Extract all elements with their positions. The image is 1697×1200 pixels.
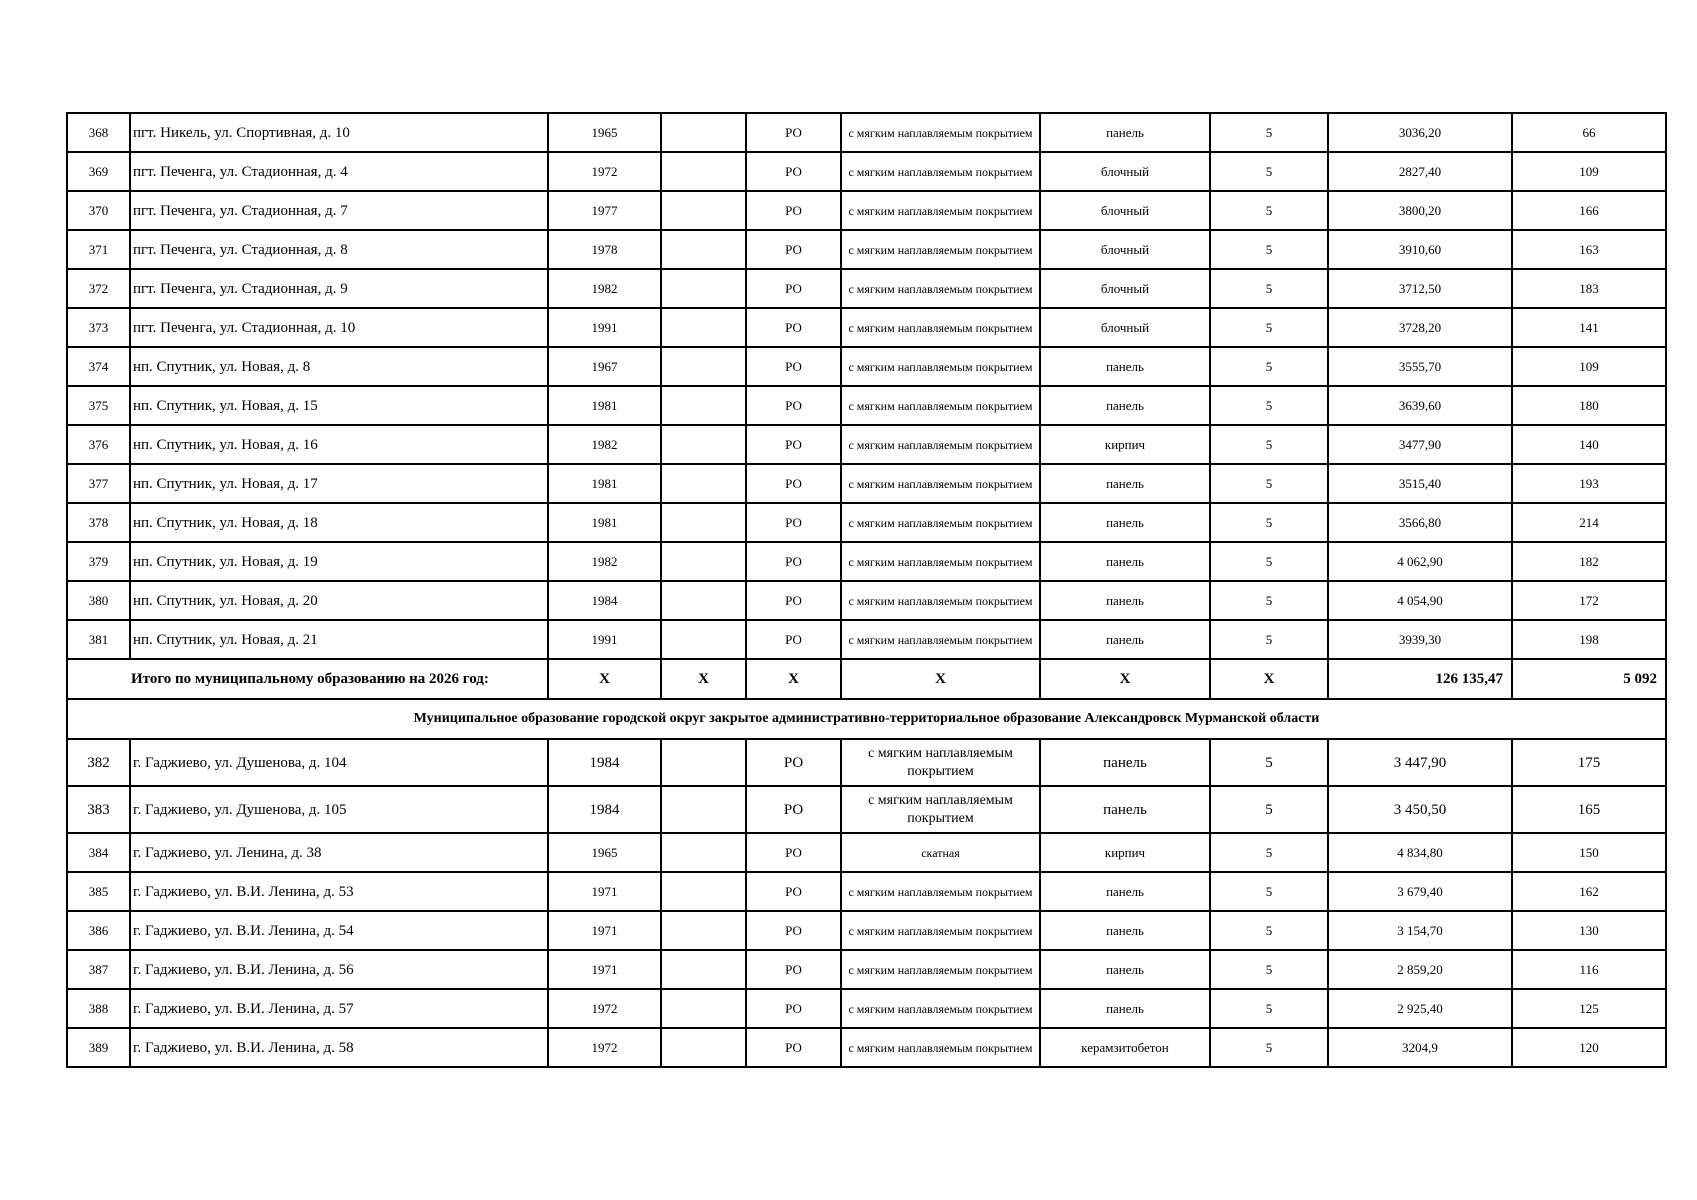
address-cell: г. Гаджиево, ул. В.И. Ленина, д. 58 (130, 1028, 548, 1067)
area-cell: 3712,50 (1328, 269, 1512, 308)
material-cell: панель (1040, 786, 1210, 833)
type-cell: РО (746, 620, 841, 659)
floors-cell: 5 (1210, 911, 1328, 950)
type-cell: РО (746, 152, 841, 191)
total-label: Итого по муниципальному образованию на 2026 год: (67, 659, 548, 699)
empty-cell (661, 739, 746, 786)
floors-cell: 5 (1210, 872, 1328, 911)
total-area: 126 135,47 (1328, 659, 1512, 699)
type-cell: РО (746, 542, 841, 581)
empty-cell (661, 191, 746, 230)
year-cell: 1972 (548, 1028, 661, 1067)
empty-cell (661, 833, 746, 872)
table-row (67, 786, 1666, 833)
address-cell: г. Гаджиево, ул. В.И. Ленина, д. 56 (130, 950, 548, 989)
empty-cell (661, 347, 746, 386)
floors-cell: 5 (1210, 833, 1328, 872)
residents-cell: 198 (1512, 620, 1666, 659)
material-cell: панель (1040, 542, 1210, 581)
material-cell: блочный (1040, 191, 1210, 230)
area-cell: 3477,90 (1328, 425, 1512, 464)
residents-cell: 172 (1512, 581, 1666, 620)
row-number: 383 (67, 786, 130, 833)
table-row (67, 269, 1666, 308)
residents-cell: 180 (1512, 386, 1666, 425)
roof-cell: с мягким наплавляемым покрытием (841, 620, 1040, 659)
empty-cell (661, 1028, 746, 1067)
type-cell: РО (746, 503, 841, 542)
table-row (67, 950, 1666, 989)
roof-cell: скатная (841, 833, 1040, 872)
type-cell: РО (746, 872, 841, 911)
year-cell: 1972 (548, 989, 661, 1028)
year-cell: 1984 (548, 786, 661, 833)
material-cell: панель (1040, 503, 1210, 542)
area-cell: 2 925,40 (1328, 989, 1512, 1028)
type-cell: РО (746, 911, 841, 950)
table-row (67, 1028, 1666, 1067)
roof-cell: с мягким наплавляемым покрытием (841, 113, 1040, 152)
area-cell: 3566,80 (1328, 503, 1512, 542)
table-row (67, 542, 1666, 581)
roof-cell: с мягким наплавляемым покрытием (841, 989, 1040, 1028)
area-cell: 3204,9 (1328, 1028, 1512, 1067)
material-cell: кирпич (1040, 425, 1210, 464)
table-body-after (67, 739, 1666, 1067)
table-row (67, 872, 1666, 911)
year-cell: 1978 (548, 230, 661, 269)
total-x-blank: X (661, 659, 746, 699)
type-cell: РО (746, 191, 841, 230)
address-cell: г. Гаджиево, ул. Ленина, д. 38 (130, 833, 548, 872)
floors-cell: 5 (1210, 786, 1328, 833)
residents-cell: 193 (1512, 464, 1666, 503)
total-x-material: X (1040, 659, 1210, 699)
empty-cell (661, 950, 746, 989)
material-cell: блочный (1040, 152, 1210, 191)
area-cell: 3 450,50 (1328, 786, 1512, 833)
empty-cell (661, 386, 746, 425)
total-row (67, 659, 1666, 699)
material-cell: панель (1040, 113, 1210, 152)
type-cell: РО (746, 425, 841, 464)
type-cell: РО (746, 581, 841, 620)
table-row (67, 152, 1666, 191)
floors-cell: 5 (1210, 113, 1328, 152)
floors-cell: 5 (1210, 230, 1328, 269)
roof-cell: с мягким наплавляемым покрытием (841, 425, 1040, 464)
area-cell: 3800,20 (1328, 191, 1512, 230)
address-cell: нп. Спутник, ул. Новая, д. 20 (130, 581, 548, 620)
type-cell: РО (746, 833, 841, 872)
year-cell: 1972 (548, 152, 661, 191)
area-cell: 2827,40 (1328, 152, 1512, 191)
roof-cell: с мягким наплавляемым покрытием (841, 386, 1040, 425)
area-cell: 3 154,70 (1328, 911, 1512, 950)
empty-cell (661, 113, 746, 152)
roof-cell: с мягким наплавляемым покрытием (841, 230, 1040, 269)
table-row (67, 464, 1666, 503)
material-cell: блочный (1040, 269, 1210, 308)
row-number: 374 (67, 347, 130, 386)
area-cell: 4 834,80 (1328, 833, 1512, 872)
residents-cell: 175 (1512, 739, 1666, 786)
material-cell: панель (1040, 911, 1210, 950)
floors-cell: 5 (1210, 308, 1328, 347)
floors-cell: 5 (1210, 347, 1328, 386)
residents-cell: 140 (1512, 425, 1666, 464)
floors-cell: 5 (1210, 425, 1328, 464)
address-cell: нп. Спутник, ул. Новая, д. 15 (130, 386, 548, 425)
floors-cell: 5 (1210, 581, 1328, 620)
empty-cell (661, 503, 746, 542)
row-number: 377 (67, 464, 130, 503)
address-cell: пгт. Печенга, ул. Стадионная, д. 9 (130, 269, 548, 308)
material-cell: панель (1040, 620, 1210, 659)
row-number: 388 (67, 989, 130, 1028)
year-cell: 1991 (548, 308, 661, 347)
type-cell: РО (746, 739, 841, 786)
material-cell: керамзитобетон (1040, 1028, 1210, 1067)
roof-cell: с мягким наплавляемым покрытием (841, 152, 1040, 191)
section-title: Муниципальное образование городской округ закрытое административно-территориальное образование Александровск Мурманской области (67, 699, 1666, 739)
area-cell: 3 447,90 (1328, 739, 1512, 786)
year-cell: 1971 (548, 950, 661, 989)
residents-cell: 130 (1512, 911, 1666, 950)
year-cell: 1981 (548, 464, 661, 503)
table-row (67, 347, 1666, 386)
empty-cell (661, 542, 746, 581)
material-cell: панель (1040, 950, 1210, 989)
address-cell: нп. Спутник, ул. Новая, д. 16 (130, 425, 548, 464)
table-row (67, 191, 1666, 230)
address-cell: пгт. Печенга, ул. Стадионная, д. 7 (130, 191, 548, 230)
row-number: 370 (67, 191, 130, 230)
area-cell: 3910,60 (1328, 230, 1512, 269)
total-residents: 5 092 (1512, 659, 1666, 699)
floors-cell: 5 (1210, 620, 1328, 659)
residents-cell: 116 (1512, 950, 1666, 989)
table-row (67, 911, 1666, 950)
address-cell: г. Гаджиево, ул. Душенова, д. 105 (130, 786, 548, 833)
table-row (67, 425, 1666, 464)
type-cell: РО (746, 464, 841, 503)
row-number: 373 (67, 308, 130, 347)
type-cell: РО (746, 308, 841, 347)
year-cell: 1981 (548, 503, 661, 542)
roof-cell: с мягким наплавляемым покрытием (841, 950, 1040, 989)
residents-cell: 183 (1512, 269, 1666, 308)
residents-cell: 166 (1512, 191, 1666, 230)
address-cell: пгт. Печенга, ул. Стадионная, д. 8 (130, 230, 548, 269)
empty-cell (661, 425, 746, 464)
roof-cell: с мягким наплавляемым покрытием (841, 191, 1040, 230)
type-cell: РО (746, 386, 841, 425)
residents-cell: 182 (1512, 542, 1666, 581)
row-number: 384 (67, 833, 130, 872)
total-x-year: X (548, 659, 661, 699)
material-cell: блочный (1040, 230, 1210, 269)
area-cell: 3939,30 (1328, 620, 1512, 659)
address-cell: пгт. Печенга, ул. Стадионная, д. 10 (130, 308, 548, 347)
row-number: 376 (67, 425, 130, 464)
type-cell: РО (746, 230, 841, 269)
row-number: 381 (67, 620, 130, 659)
address-cell: нп. Спутник, ул. Новая, д. 8 (130, 347, 548, 386)
address-cell: нп. Спутник, ул. Новая, д. 21 (130, 620, 548, 659)
area-cell: 2 859,20 (1328, 950, 1512, 989)
year-cell: 1982 (548, 269, 661, 308)
roof-cell: с мягким наплавляемым покрытием (841, 347, 1040, 386)
residents-cell: 109 (1512, 152, 1666, 191)
material-cell: кирпич (1040, 833, 1210, 872)
type-cell: РО (746, 950, 841, 989)
row-number: 369 (67, 152, 130, 191)
residents-cell: 214 (1512, 503, 1666, 542)
year-cell: 1982 (548, 425, 661, 464)
roof-cell: с мягким наплавляемым покрытием (841, 911, 1040, 950)
area-cell: 3515,40 (1328, 464, 1512, 503)
address-cell: г. Гаджиево, ул. Душенова, д. 104 (130, 739, 548, 786)
row-number: 380 (67, 581, 130, 620)
type-cell: РО (746, 269, 841, 308)
year-cell: 1967 (548, 347, 661, 386)
address-cell: нп. Спутник, ул. Новая, д. 17 (130, 464, 548, 503)
roof-cell: с мягким наплавляемым покрытием (841, 464, 1040, 503)
row-number: 378 (67, 503, 130, 542)
year-cell: 1971 (548, 911, 661, 950)
table-row (67, 989, 1666, 1028)
residents-cell: 141 (1512, 308, 1666, 347)
row-number: 379 (67, 542, 130, 581)
year-cell: 1981 (548, 386, 661, 425)
area-cell: 3 679,40 (1328, 872, 1512, 911)
material-cell: блочный (1040, 308, 1210, 347)
address-cell: г. Гаджиево, ул. В.И. Ленина, д. 54 (130, 911, 548, 950)
row-number: 387 (67, 950, 130, 989)
area-cell: 3728,20 (1328, 308, 1512, 347)
row-number: 382 (67, 739, 130, 786)
year-cell: 1982 (548, 542, 661, 581)
material-cell: панель (1040, 464, 1210, 503)
residents-cell: 120 (1512, 1028, 1666, 1067)
roof-cell: с мягким наплавляемым покрытием (841, 1028, 1040, 1067)
row-number: 368 (67, 113, 130, 152)
empty-cell (661, 581, 746, 620)
table-row (67, 386, 1666, 425)
type-cell: РО (746, 113, 841, 152)
row-number: 385 (67, 872, 130, 911)
total-x-floors: X (1210, 659, 1328, 699)
material-cell: панель (1040, 347, 1210, 386)
row-number: 386 (67, 911, 130, 950)
year-cell: 1977 (548, 191, 661, 230)
row-number: 375 (67, 386, 130, 425)
roof-cell: с мягким наплавляемым покрытием (841, 739, 1040, 786)
floors-cell: 5 (1210, 152, 1328, 191)
table-row (67, 113, 1666, 152)
empty-cell (661, 911, 746, 950)
address-cell: пгт. Печенга, ул. Стадионная, д. 4 (130, 152, 548, 191)
area-cell: 3639,60 (1328, 386, 1512, 425)
row-number: 372 (67, 269, 130, 308)
floors-cell: 5 (1210, 191, 1328, 230)
residents-cell: 162 (1512, 872, 1666, 911)
year-cell: 1965 (548, 833, 661, 872)
type-cell: РО (746, 786, 841, 833)
floors-cell: 5 (1210, 1028, 1328, 1067)
empty-cell (661, 620, 746, 659)
floors-cell: 5 (1210, 739, 1328, 786)
material-cell: панель (1040, 386, 1210, 425)
section-header-row (67, 699, 1666, 739)
empty-cell (661, 308, 746, 347)
empty-cell (661, 230, 746, 269)
total-x-roof: X (841, 659, 1040, 699)
address-cell: г. Гаджиево, ул. В.И. Ленина, д. 57 (130, 989, 548, 1028)
material-cell: панель (1040, 989, 1210, 1028)
area-cell: 4 062,90 (1328, 542, 1512, 581)
roof-cell: с мягким наплавляемым покрытием (841, 542, 1040, 581)
floors-cell: 5 (1210, 542, 1328, 581)
area-cell: 4 054,90 (1328, 581, 1512, 620)
empty-cell (661, 989, 746, 1028)
floors-cell: 5 (1210, 950, 1328, 989)
table-row (67, 230, 1666, 269)
floors-cell: 5 (1210, 503, 1328, 542)
address-cell: г. Гаджиево, ул. В.И. Ленина, д. 53 (130, 872, 548, 911)
residents-cell: 109 (1512, 347, 1666, 386)
table-row (67, 620, 1666, 659)
housing-register-table (66, 112, 1667, 1068)
address-cell: нп. Спутник, ул. Новая, д. 18 (130, 503, 548, 542)
material-cell: панель (1040, 581, 1210, 620)
roof-cell: с мягким наплавляемым покрытием (841, 581, 1040, 620)
empty-cell (661, 464, 746, 503)
residents-cell: 163 (1512, 230, 1666, 269)
empty-cell (661, 269, 746, 308)
year-cell: 1984 (548, 739, 661, 786)
row-number: 389 (67, 1028, 130, 1067)
empty-cell (661, 152, 746, 191)
address-cell: нп. Спутник, ул. Новая, д. 19 (130, 542, 548, 581)
year-cell: 1984 (548, 581, 661, 620)
type-cell: РО (746, 989, 841, 1028)
empty-cell (661, 786, 746, 833)
type-cell: РО (746, 347, 841, 386)
material-cell: панель (1040, 739, 1210, 786)
roof-cell: с мягким наплавляемым покрытием (841, 786, 1040, 833)
floors-cell: 5 (1210, 989, 1328, 1028)
roof-cell: с мягким наплавляемым покрытием (841, 872, 1040, 911)
area-cell: 3036,20 (1328, 113, 1512, 152)
type-cell: РО (746, 1028, 841, 1067)
roof-cell: с мягким наплавляемым покрытием (841, 308, 1040, 347)
row-number: 371 (67, 230, 130, 269)
material-cell: панель (1040, 872, 1210, 911)
floors-cell: 5 (1210, 269, 1328, 308)
year-cell: 1965 (548, 113, 661, 152)
residents-cell: 165 (1512, 786, 1666, 833)
year-cell: 1991 (548, 620, 661, 659)
residents-cell: 125 (1512, 989, 1666, 1028)
roof-cell: с мягким наплавляемым покрытием (841, 269, 1040, 308)
year-cell: 1971 (548, 872, 661, 911)
floors-cell: 5 (1210, 386, 1328, 425)
table-row (67, 503, 1666, 542)
roof-cell: с мягким наплавляемым покрытием (841, 503, 1040, 542)
residents-cell: 66 (1512, 113, 1666, 152)
area-cell: 3555,70 (1328, 347, 1512, 386)
total-x-type: X (746, 659, 841, 699)
table-row (67, 833, 1666, 872)
residents-cell: 150 (1512, 833, 1666, 872)
empty-cell (661, 872, 746, 911)
table-row (67, 308, 1666, 347)
total-row-group (67, 659, 1666, 739)
table-body-before (67, 113, 1666, 659)
floors-cell: 5 (1210, 464, 1328, 503)
table-row (67, 581, 1666, 620)
address-cell: пгт. Никель, ул. Спортивная, д. 10 (130, 113, 548, 152)
table-row (67, 739, 1666, 786)
